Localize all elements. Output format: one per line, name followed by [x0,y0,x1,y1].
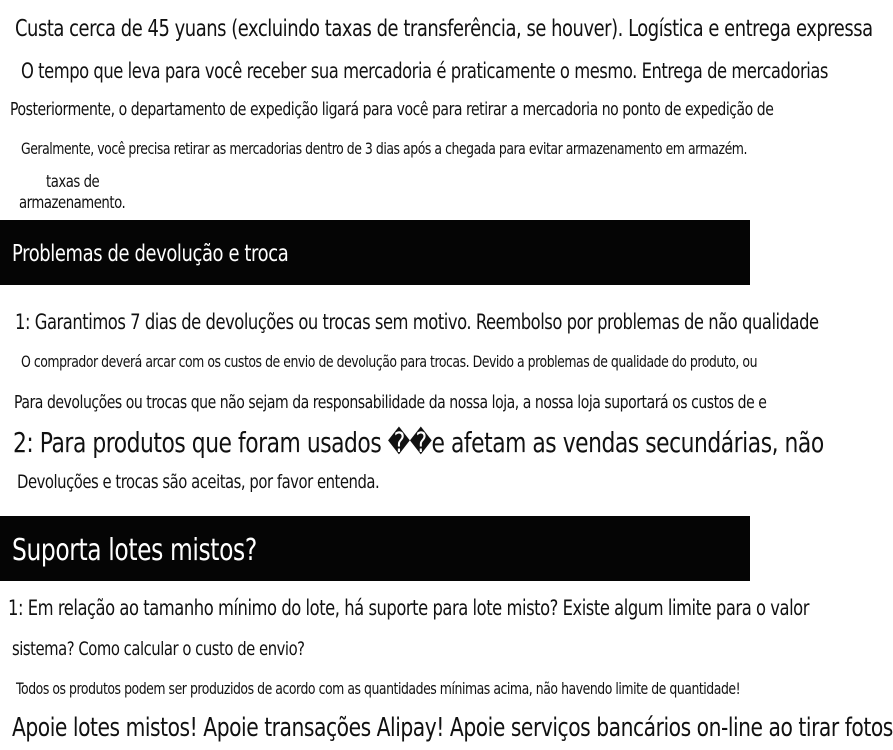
returns-heading: Problemas de devolução e troca [12,241,289,267]
returns-heading-band [0,220,750,285]
returns-text-line-4: 2: Para produtos que foram usados ��e afetam as vendas secundárias, não [13,426,824,459]
shipping-text-line-3: Posteriormente, o departamento de expedição ligará para você para retirar a mercadoria no ponto de expedição de [10,99,774,120]
mixed-lots-heading-band [0,516,750,581]
mixed-lots-text-line-3: Todos os produtos podem ser produzidos de acordo com as quantidades mínimas acima, não havendo limite de quantidade! [16,679,741,698]
shipping-text-line-1: Custa cerca de 45 yuans (excluindo taxas de transferência, se houver). Logística e entrega expressa [15,16,873,42]
mixed-lots-text-line-2: sistema? Como calcular o custo de envio? [12,638,305,660]
returns-text-line-5: Devoluções e trocas são aceitas, por favor entenda. [17,471,380,493]
mixed-lots-heading: Suporta lotes mistos? [12,533,257,568]
mixed-lots-text-line-1: 1: Em relação ao tamanho mínimo do lote, há suporte para lote misto? Existe algum limite para o valor [8,596,809,620]
shipping-text-line-4: Geralmente, você precisa retirar as mercadorias dentro de 3 dias após a chegada para evitar armazenamento em armazém. [21,139,747,158]
shipping-text-line-5: taxas de [46,172,100,192]
shipping-text-line-6: armazenamento. [19,193,126,213]
returns-text-line-2: O comprador deverá arcar com os custos de envio de devolução para trocas. Devido a problemas de qualidade do produto, ou [21,352,758,371]
returns-text-line-3: Para devoluções ou trocas que não sejam da responsabilidade da nossa loja, a nossa loja suportará os custos de e [14,392,767,413]
returns-text-line-1: 1: Garantimos 7 dias de devoluções ou trocas sem motivo. Reembolso por problemas de não qualidade [15,310,819,334]
shipping-text-line-2: O tempo que leva para você receber sua mercadoria é praticamente o mesmo. Entrega de mercadorias [21,59,828,83]
mixed-lots-text-line-4: Apoie lotes mistos! Apoie transações Alipay! Apoie serviços bancários on-line ao tirar fotos [12,713,893,743]
